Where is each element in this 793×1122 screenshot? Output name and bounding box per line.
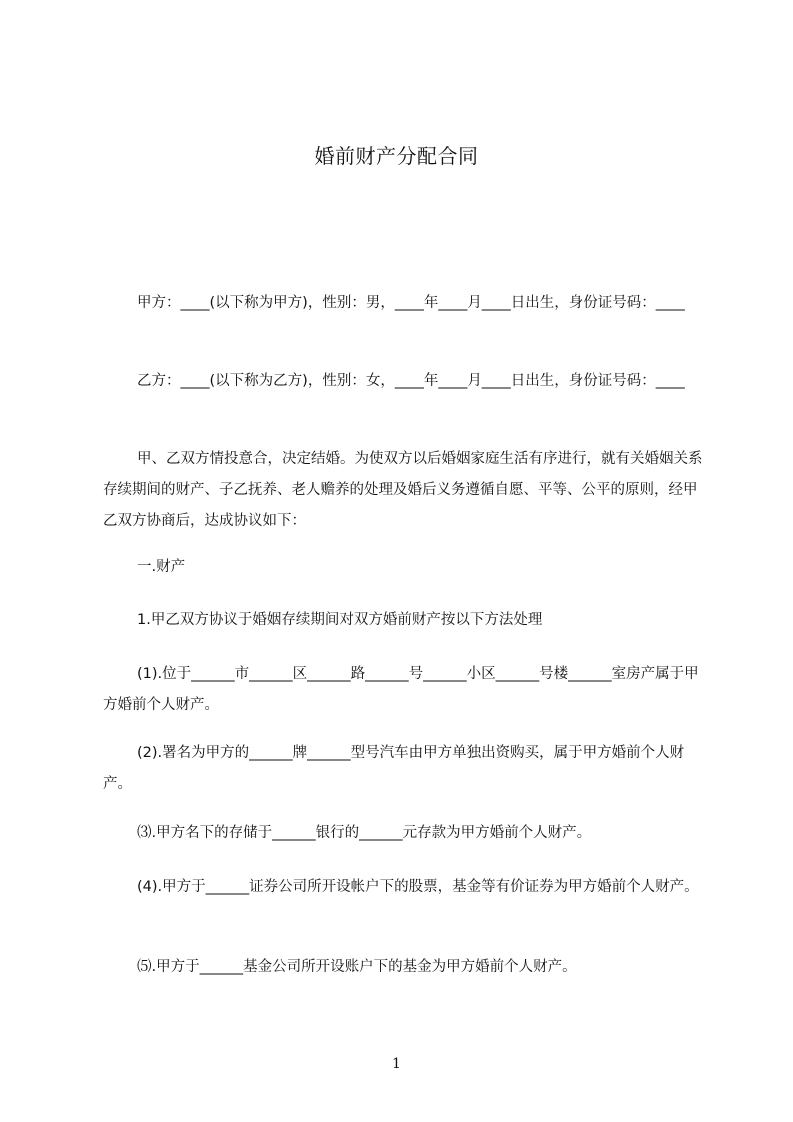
clause-1-item-1: (1).位于______市______区______路______号______小区______号楼______室房产属于甲方婚前个人财产。	[103, 666, 699, 713]
section-heading-property: 一.财产	[137, 559, 186, 575]
preamble-paragraph: 甲、乙双方情投意合，决定结婚。为使双方以后婚姻家庭生活有序进行，就有关婚姻关系存续期间的财产、子乙抚养、老人赡养的处理及婚后义务遵循自愿、平等、公平的原则，经甲乙双方协商后，达成协议如下：	[103, 451, 703, 529]
clause-1-item-4: (4).甲方于______证券公司所开设帐户下的股票，基金等有价证券为甲方婚前个人财产。	[137, 879, 699, 895]
clause-1-item-2: (2).署名为甲方的______牌______型号汽车由甲方单独出资购买，属于甲方婚前个人财产。	[103, 745, 685, 792]
party-b-paragraph: 乙方：____(以下称为乙方)，性别：女，____年____月____日出生，身份证号码：____	[137, 373, 685, 389]
clause-1-item-5: ⑸.甲方于______基金公司所开设账户下的基金为甲方婚前个人财产。	[137, 959, 577, 975]
party-a-paragraph: 甲方：____(以下称为甲方)，性别：男，____年____月____日出生，身份证号码：____	[137, 295, 685, 311]
document-title: 婚前财产分配合同	[314, 144, 479, 168]
clause-1-item-3: ⑶.甲方名下的存储于______银行的______元存款为甲方婚前个人财产。	[137, 825, 592, 841]
page-number: 1	[392, 1056, 401, 1072]
clause-1: 1.甲乙双方协议于婚姻存续期间对双方婚前财产按以下方法处理	[137, 612, 543, 628]
